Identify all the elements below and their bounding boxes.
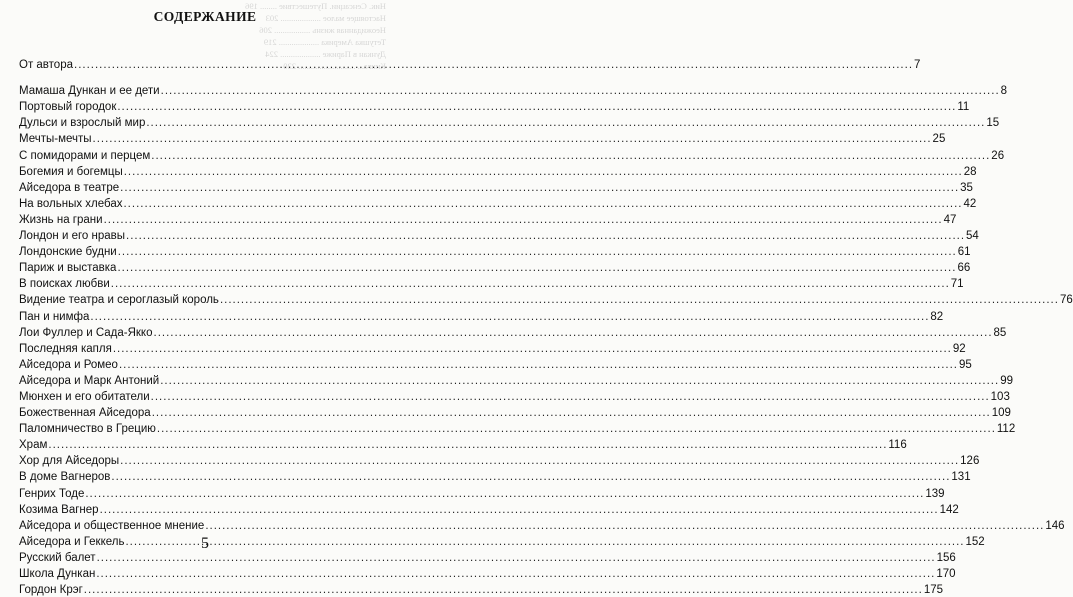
toc-entry-page: 47 bbox=[943, 213, 957, 226]
toc-entry bbox=[19, 259, 971, 275]
toc-entry-title: Паломничество в Грецию bbox=[19, 423, 156, 436]
bleed-line: Книга... ........................... 230 bbox=[283, 61, 386, 71]
toc-entry-page: 25 bbox=[932, 133, 946, 146]
toc-entry bbox=[19, 581, 943, 597]
dot-leader bbox=[160, 375, 999, 388]
dot-leader bbox=[97, 552, 936, 565]
toc-entry-page: 139 bbox=[925, 487, 945, 500]
toc-entry bbox=[19, 291, 1073, 307]
toc-entry bbox=[19, 517, 1065, 533]
toc-entry-title: Айседора и Ромео bbox=[19, 358, 118, 371]
dot-leader bbox=[119, 359, 958, 372]
toc-entry-page: 35 bbox=[960, 181, 973, 194]
toc-entry-page: 99 bbox=[1000, 374, 1013, 387]
toc-entry bbox=[19, 56, 921, 72]
toc-entry-page: 92 bbox=[952, 342, 966, 355]
toc-entry bbox=[19, 130, 946, 146]
toc-entry-page: 54 bbox=[966, 230, 979, 243]
toc-entry-title: С помидорами и перцем bbox=[19, 149, 151, 162]
contents-heading: СОДЕРЖАНИЕ bbox=[153, 9, 257, 24]
toc-entry bbox=[19, 227, 979, 243]
toc-entry-page: 142 bbox=[939, 503, 959, 516]
table-of-contents bbox=[19, 56, 1073, 597]
toc-entry-page: 82 bbox=[930, 310, 944, 323]
toc-entry-title: Париж и выставка bbox=[19, 262, 117, 275]
toc-entry-title: Лондон и его нравы bbox=[19, 230, 126, 243]
dot-leader bbox=[85, 488, 924, 501]
dot-leader bbox=[151, 150, 990, 163]
toc-entry-page: 61 bbox=[957, 246, 971, 259]
dot-leader bbox=[84, 584, 923, 597]
toc-entry-title: На вольных хлебах bbox=[19, 197, 123, 210]
dot-leader bbox=[96, 568, 935, 581]
toc-entry bbox=[19, 372, 1013, 388]
dot-leader bbox=[220, 294, 1059, 307]
toc-entry bbox=[19, 565, 956, 581]
toc-entry-page: 109 bbox=[991, 407, 1011, 420]
toc-entry-title: Айседора и общественное мнение bbox=[19, 519, 205, 532]
toc-entry-page: 156 bbox=[936, 551, 956, 564]
dot-leader bbox=[48, 439, 887, 452]
toc-entry-title: Айседора в театре bbox=[19, 181, 120, 194]
toc-entry bbox=[19, 82, 1008, 98]
dot-leader bbox=[151, 391, 990, 404]
toc-entry bbox=[19, 195, 977, 211]
toc-entry-page: 85 bbox=[993, 326, 1007, 339]
dot-leader bbox=[146, 117, 985, 130]
bleed-line: Тетушка Америка ................... 219 bbox=[263, 37, 386, 47]
toc-entry-title: Школа Дункан bbox=[19, 568, 96, 580]
toc-entry bbox=[19, 211, 957, 227]
dot-leader bbox=[154, 327, 993, 340]
toc-entry bbox=[19, 420, 1016, 436]
dot-leader bbox=[124, 166, 963, 179]
bleed-line: Настоящее малое ................... 203 bbox=[265, 13, 386, 23]
toc-entry-title: Пан и нимфа bbox=[19, 310, 90, 323]
toc-entry-title: Портовый городок bbox=[19, 101, 117, 114]
toc-entry bbox=[19, 243, 971, 259]
toc-entry-title: От автора bbox=[19, 59, 73, 72]
dot-leader bbox=[118, 246, 957, 259]
bleed-line: Ник. Сенсации. Путешествие ........ 196 bbox=[245, 1, 386, 11]
toc-entry bbox=[19, 307, 944, 323]
toc-entry-page: 28 bbox=[963, 165, 977, 178]
toc-entry-title: В поисках любви bbox=[19, 278, 110, 291]
toc-entry bbox=[19, 501, 959, 517]
toc-entry-page: 66 bbox=[957, 262, 971, 275]
toc-entry bbox=[19, 324, 1007, 340]
dot-leader bbox=[111, 278, 950, 291]
dot-leader bbox=[120, 182, 959, 195]
toc-entry-title: Лондонские будни bbox=[19, 246, 117, 259]
toc-entry-title: Айседора и Марк Антоний bbox=[19, 374, 160, 387]
page-number: 5 bbox=[201, 535, 209, 552]
toc-entry-title: Видение театра и сероглазый король bbox=[19, 294, 219, 307]
toc-entry bbox=[19, 275, 964, 291]
toc-entry-page: 175 bbox=[923, 584, 943, 597]
toc-entry-title: В доме Вагнеров bbox=[19, 471, 111, 484]
toc-entry-title: Русский балет bbox=[19, 551, 96, 564]
dot-leader bbox=[161, 85, 1000, 98]
dot-leader bbox=[123, 198, 962, 211]
toc-entry bbox=[19, 163, 977, 179]
toc-entry-title: Последняя капля bbox=[19, 342, 112, 355]
toc-entry-page: 7 bbox=[914, 59, 921, 72]
dot-leader bbox=[90, 311, 929, 324]
dot-leader bbox=[157, 423, 996, 436]
toc-entry-page: 15 bbox=[986, 117, 1000, 130]
dot-leader bbox=[117, 262, 956, 275]
toc-entry-page: 116 bbox=[888, 439, 907, 452]
toc-entry-page: 170 bbox=[936, 568, 956, 580]
dot-leader bbox=[100, 504, 939, 517]
toc-entry-page: 103 bbox=[990, 390, 1010, 403]
toc-entry-title: Мечты-мечты bbox=[19, 133, 92, 146]
toc-entry-page: 146 bbox=[1045, 519, 1065, 532]
toc-entry bbox=[19, 356, 972, 372]
toc-entry-title: Генрих Тоде bbox=[19, 487, 85, 500]
toc-entry-page: 76 bbox=[1059, 294, 1073, 307]
toc-entry-title: Дульси и взрослый мир bbox=[19, 117, 146, 130]
toc-entry-title: Лои Фуллер и Сада-Якко bbox=[19, 326, 153, 339]
dot-leader bbox=[104, 214, 943, 227]
toc-entry-title: Храм bbox=[19, 439, 48, 452]
dot-leader bbox=[152, 407, 991, 420]
toc-entry-title: Богемия и богемцы bbox=[19, 165, 123, 178]
toc-entry bbox=[19, 98, 970, 114]
dot-leader bbox=[120, 455, 959, 468]
toc-entry-page: 95 bbox=[958, 358, 972, 371]
dot-leader bbox=[205, 520, 1044, 533]
dot-leader bbox=[93, 133, 932, 146]
toc-entry bbox=[19, 114, 1000, 130]
bleed-line: Неожиданная жизнь ................. 206 bbox=[259, 25, 386, 35]
dot-leader bbox=[117, 101, 956, 114]
bleed-line: Дункан в Париже ................... 224 bbox=[265, 49, 386, 59]
toc-entry-title: Хор для Айседоры bbox=[19, 455, 120, 468]
toc-entry-page: 11 bbox=[957, 101, 970, 114]
toc-entry-page: 112 bbox=[996, 423, 1016, 436]
dot-leader bbox=[111, 471, 950, 484]
toc-entry-title: Божественная Айседора bbox=[19, 407, 151, 420]
toc-entry-title: Мамаша Дункан и ее дети bbox=[19, 85, 160, 98]
toc-entry-page: 126 bbox=[960, 455, 980, 468]
toc-entry-page: 152 bbox=[965, 535, 985, 548]
dot-leader bbox=[126, 230, 965, 243]
toc-entry-page: 42 bbox=[963, 197, 977, 210]
dot-leader bbox=[74, 59, 913, 72]
toc-entry bbox=[19, 452, 980, 468]
toc-entry bbox=[19, 404, 1011, 420]
toc-entry-page: 71 bbox=[950, 278, 964, 291]
toc-entry bbox=[19, 179, 973, 195]
toc-entry-title: Мюнхен и его обитатели bbox=[19, 390, 150, 403]
toc-entry-title: Айседора и Геккель bbox=[19, 535, 125, 548]
toc-entry bbox=[19, 146, 1005, 162]
toc-entry-page: 8 bbox=[1000, 85, 1008, 98]
toc-entry bbox=[19, 468, 971, 484]
toc-entry-title: Гордон Крэг bbox=[19, 584, 83, 597]
dot-leader bbox=[113, 343, 952, 356]
toc-entry bbox=[19, 388, 1010, 404]
toc-entry bbox=[19, 484, 945, 500]
toc-entry bbox=[19, 436, 907, 452]
toc-entry bbox=[19, 340, 966, 356]
toc-entry-title: Козима Вагнер bbox=[19, 503, 99, 516]
toc-entry-title: Жизнь на грани bbox=[19, 213, 103, 226]
toc-entry-page: 131 bbox=[951, 471, 971, 484]
toc-entry-page: 26 bbox=[991, 149, 1005, 162]
